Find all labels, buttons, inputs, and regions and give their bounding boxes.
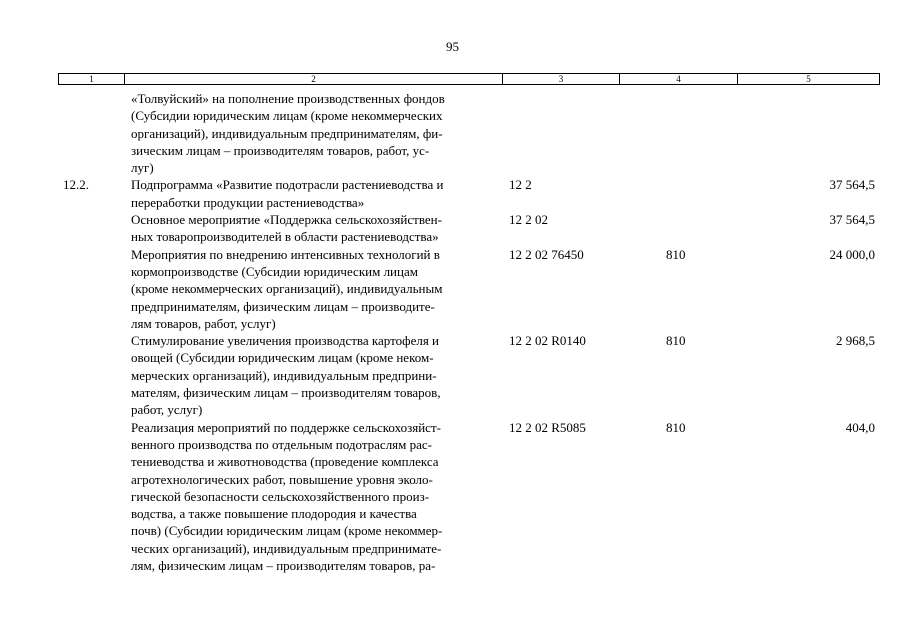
description-line: переработки продукции растениеводства» <box>131 194 365 210</box>
row-amount: 2 968,5 <box>836 333 875 349</box>
description-line: предпринимателям, физическим лицам – производите- <box>131 298 435 314</box>
row-expense-type <box>619 176 737 211</box>
column-header-2: 2 <box>125 74 503 85</box>
table-body <box>58 90 880 574</box>
description-line: луг) <box>131 160 154 176</box>
description-line: мателям, физическим лицам – производителям товаров, <box>131 385 441 401</box>
description-line: мерческих организаций), индивидуальным предприни- <box>131 367 437 383</box>
row-description <box>125 211 503 246</box>
table-row <box>58 332 880 418</box>
row-code: 12 2 02 <box>509 212 548 228</box>
description-line: «Толвуйский» на пополнение производственных фондов <box>131 91 445 106</box>
description-line: Реализация мероприятий по поддержке сельскохозяйст- <box>131 419 441 435</box>
row-code: 12 2 02 R5085 <box>509 419 586 435</box>
column-header-3: 3 <box>503 74 620 85</box>
description-line: Подпрограмма «Развитие подотрасли растениеводства и <box>131 177 444 193</box>
description-line: венного производства по отдельным подотраслям рас- <box>131 436 433 452</box>
row-description <box>125 246 503 332</box>
description-line: работ, услуг) <box>131 402 203 418</box>
row-code <box>503 90 619 176</box>
page-number: 95 <box>446 39 459 54</box>
column-header-row <box>59 74 880 85</box>
row-amount: 37 564,5 <box>829 177 875 193</box>
description-line: агротехнологических работ, повышение уровня эколо- <box>131 471 433 487</box>
row-amount: 404,0 <box>845 419 875 435</box>
row-expense-type: 810 <box>666 333 686 349</box>
description-line: лям товаров, работ, услуг) <box>131 315 276 331</box>
row-description <box>125 90 503 176</box>
row-amount: 24 000,0 <box>829 246 875 262</box>
row-description <box>125 176 503 211</box>
description-line: ных товаропроизводителей в области растениеводства» <box>131 229 439 245</box>
column-header-4: 4 <box>620 74 738 85</box>
description-line: почв) (Субсидии юридическим лицам (кроме некоммер- <box>131 523 443 539</box>
table-row <box>58 176 880 211</box>
row-number: 12.2. <box>63 177 89 193</box>
row-number <box>58 90 125 176</box>
table-row <box>58 246 880 332</box>
table-row <box>58 419 880 575</box>
description-line: ческих организаций), индивидуальным предпринимате- <box>131 540 442 556</box>
row-expense-type: 810 <box>666 419 686 435</box>
description-line: тениеводства и животноводства (проведение комплекса <box>131 454 439 470</box>
description-line: Стимулирование увеличения производства картофеля и <box>131 333 440 349</box>
description-line: организаций), индивидуальным предпринимателям, фи- <box>131 125 443 141</box>
row-description <box>125 419 503 575</box>
description-line: гической безопасности сельскохозяйственного произ- <box>131 488 430 504</box>
row-amount: 37 564,5 <box>829 212 875 228</box>
table-row <box>58 90 880 176</box>
column-header-table <box>58 73 880 85</box>
row-code: 12 2 <box>509 177 532 193</box>
row-number <box>58 211 125 246</box>
description-line: водства, а также повышение плодородия и качества <box>131 506 417 522</box>
row-expense-type <box>619 211 737 246</box>
description-line: (кроме некоммерческих организаций), индивидуальным <box>131 281 443 297</box>
row-amount <box>737 90 880 176</box>
description-line: зическим лицам – производителям товаров, работ, ус- <box>131 142 430 158</box>
description-line: лям, физическим лицам – производителям товаров, ра- <box>131 558 436 574</box>
row-number <box>58 332 125 418</box>
row-code: 12 2 02 R0140 <box>509 333 586 349</box>
description-line: Основное мероприятие «Поддержка сельскохозяйствен- <box>131 212 442 228</box>
row-description <box>125 332 503 418</box>
column-header-5: 5 <box>738 74 880 85</box>
table-row <box>58 211 880 246</box>
description-line: Мероприятия по внедрению интенсивных технологий в <box>131 246 440 262</box>
row-number <box>58 419 125 575</box>
row-expense-type <box>619 90 737 176</box>
row-expense-type: 810 <box>666 246 686 262</box>
column-header-1: 1 <box>59 74 125 85</box>
row-code: 12 2 02 76450 <box>509 246 584 262</box>
description-line: овощей (Субсидии юридическим лицам (кроме неком- <box>131 350 434 366</box>
row-number <box>58 246 125 332</box>
description-line: кормопроизводстве (Субсидии юридическим лицам <box>131 263 418 279</box>
description-line: (Субсидии юридическим лицам (кроме некоммерческих <box>131 108 443 124</box>
